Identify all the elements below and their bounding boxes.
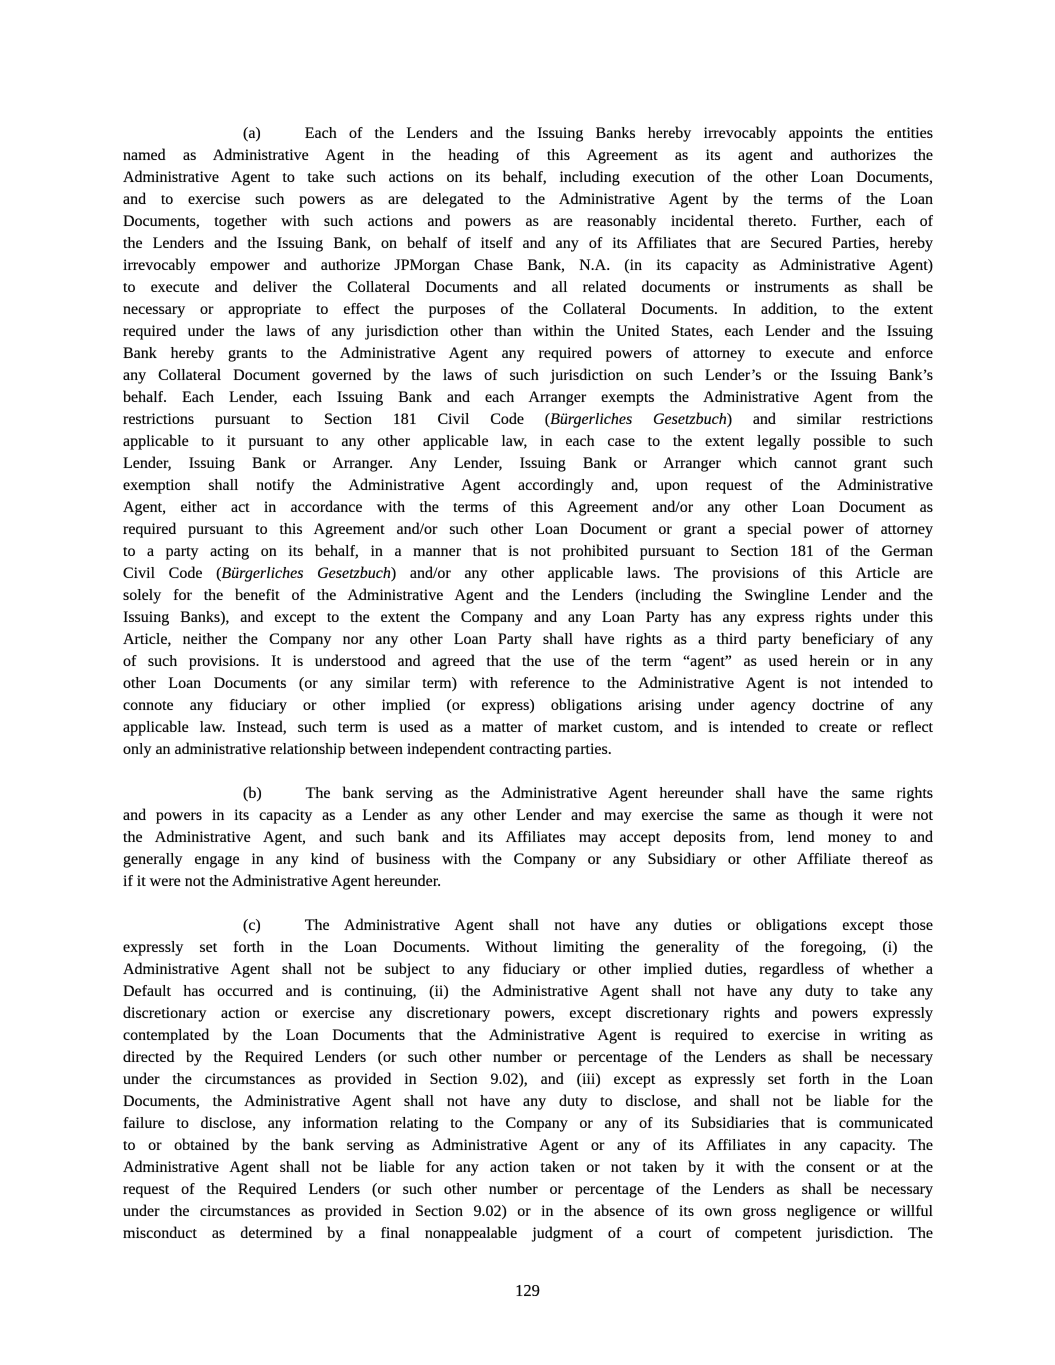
text-line [123, 739, 933, 761]
text-run: The bank serving as the Administrative Agent hereunder shall have the same rights [305, 785, 933, 802]
text-run: other Loan Documents (or any similar term) with reference to the Administrative Agent is not intended to [123, 675, 933, 692]
text-run: required under the laws of any jurisdiction other than within the United States, each Lender and the Issuing [123, 323, 933, 340]
text-run: irrevocably empower and authorize JPMorgan Chase Bank, N.A. (in its capacity as Administrative Agent) [123, 257, 933, 274]
text-line [123, 717, 933, 739]
text-line [123, 1025, 933, 1047]
text-run: and to exercise such powers as are delegated to the Administrative Agent by the terms of the Loan [123, 191, 933, 208]
text-run: Civil Code ( [123, 565, 222, 582]
text-line [123, 805, 933, 827]
text-line [123, 145, 933, 167]
text-line [123, 277, 933, 299]
text-run: Default has occurred and is continuing, (ii) the Administrative Agent shall not have any duty to take any [123, 983, 933, 1000]
text-run: exemption shall notify the Administrative Agent accordingly and, upon request of the Administrative [123, 477, 933, 494]
text-run: The Administrative Agent shall not have any duties or obligations except those [304, 917, 933, 934]
text-run: solely for the benefit of the Administrative Agent and the Lenders (including the Swingline Lender and the [123, 587, 933, 604]
text-run: of such provisions. It is understood and agreed that the use of the term “agent” as used herein or in any [123, 653, 933, 670]
text-line [123, 365, 933, 387]
text-run: necessary or appropriate to effect the purposes of the Collateral Documents. In addition, to the extent [123, 301, 933, 318]
text-line [123, 1003, 933, 1025]
text-line [123, 1113, 933, 1135]
text-line [123, 783, 933, 805]
text-line [123, 1179, 933, 1201]
text-run: the Lenders and the Issuing Bank, on behalf of itself and any of its Affiliates that are Secured Parties, hereby [123, 235, 933, 252]
text-line [123, 255, 933, 277]
text-run: Lender, Issuing Bank or Arranger. Any Lender, Issuing Bank or Arranger which cannot grant such [123, 455, 933, 472]
text-line [123, 1069, 933, 1091]
text-line [123, 519, 933, 541]
document-body [123, 123, 933, 1267]
text-run: Administrative Agent shall not be subject to any fiduciary or other implied duties, regardless of whether a [123, 961, 933, 978]
paragraph-label: (b) [243, 785, 262, 802]
text-line [123, 1047, 933, 1069]
paragraph-label: (c) [243, 917, 261, 934]
text-line [123, 431, 933, 453]
text-line [123, 1201, 933, 1223]
text-run: Documents, the Administrative Agent shall not have any duty to disclose, and shall not be liable for the [123, 1093, 933, 1110]
text-line [123, 475, 933, 497]
text-line [123, 387, 933, 409]
text-line [123, 827, 933, 849]
text-line [123, 937, 933, 959]
text-run: Administrative Agent to take such actions on its behalf, including execution of the other Loan Documents, [123, 169, 933, 186]
italic-text: Bürgerliches Gesetzbuch [550, 411, 727, 428]
text-run: named as Administrative Agent in the heading of this Agreement as its agent and authorizes the [123, 147, 933, 164]
text-line [123, 695, 933, 717]
text-run: connote any fiduciary or other implied (or express) obligations arising under agency doctrine of any [123, 697, 933, 714]
text-line [123, 871, 933, 893]
paragraph-label: (a) [243, 125, 261, 142]
text-run: Issuing Banks), and except to the extent the Company and any Loan Party has any express rights under this [123, 609, 933, 626]
text-line [123, 123, 933, 145]
text-run: required pursuant to this Agreement and/or such other Loan Document or grant a special power of attorney [123, 521, 933, 538]
text-run: request of the Required Lenders (or such other number or percentage of the Lenders as shall be necessary [123, 1181, 933, 1198]
text-run: ) and/or any other applicable laws. The provisions of this Article are [390, 565, 934, 582]
text-run: Each of the Lenders and the Issuing Banks hereby irrevocably appoints the entities [304, 125, 933, 142]
text-line [123, 585, 933, 607]
text-run: only an administrative relationship between independent contracting parties. [123, 741, 612, 758]
text-run: Article, neither the Company nor any other Loan Party shall have rights as a third party beneficiary of any [123, 631, 933, 648]
text-run: under the circumstances as provided in Section 9.02) or in the absence of its own gross negligence or willful [123, 1203, 933, 1220]
paragraph-a [123, 123, 933, 761]
italic-text: Bürgerliches Gesetzbuch [221, 565, 391, 582]
text-run: to a party acting on its behalf, in a manner that is not prohibited pursuant to Section 181 of the German [123, 543, 933, 560]
text-run: failure to disclose, any information relating to the Company or any of its Subsidiaries that is communicated [123, 1115, 933, 1132]
text-run: Agent, either act in accordance with the terms of this Agreement and/or any other Loan Document as [123, 499, 933, 516]
text-run: under the circumstances as provided in Section 9.02), and (iii) except as expressly set forth in the Loan [123, 1071, 933, 1088]
text-run: any Collateral Document governed by the laws of such jurisdiction on such Lender’s or the Issuing Bank’s [123, 367, 933, 384]
text-line [123, 849, 933, 871]
text-line [123, 607, 933, 629]
text-line [123, 541, 933, 563]
paragraph-c [123, 915, 933, 1245]
text-run: to or obtained by the bank serving as Administrative Agent or any of its Affiliates in any capacity. The [123, 1137, 933, 1154]
text-run: ) and similar restrictions [726, 411, 934, 428]
text-line [123, 299, 933, 321]
text-run: the Administrative Agent, and such bank and its Affiliates may accept deposits from, lend money to and [123, 829, 933, 846]
text-run: directed by the Required Lenders (or such other number or percentage of the Lenders as shall be necessary [123, 1049, 933, 1066]
text-line [123, 1223, 933, 1245]
text-line [123, 629, 933, 651]
text-run: Bank hereby grants to the Administrative Agent any required powers of attorney to execute and enforce [123, 345, 933, 362]
text-line [123, 1091, 933, 1113]
text-run: behalf. Each Lender, each Issuing Bank and each Arranger exempts the Administrative Agent from the [123, 389, 933, 406]
text-run: Documents, together with such actions and powers as are reasonably incidental thereto. Further, each of [123, 213, 933, 230]
text-run: Administrative Agent shall not be liable for any action taken or not taken by it with the consent or at the [123, 1159, 933, 1176]
text-run: and powers in its capacity as a Lender as any other Lender and may exercise the same as though it were not [123, 807, 933, 824]
text-line [123, 651, 933, 673]
text-run: misconduct as determined by a final nonappealable judgment of a court of competent jurisdiction. The [123, 1225, 933, 1242]
text-run: applicable law. Instead, such term is used as a matter of market custom, and is intended to create or reflect [123, 719, 933, 736]
text-run: to execute and deliver the Collateral Documents and all related documents or instruments as shall be [123, 279, 933, 296]
page-number: 129 [515, 1281, 540, 1300]
text-line [123, 233, 933, 255]
text-line [123, 673, 933, 695]
text-line [123, 959, 933, 981]
text-line [123, 915, 933, 937]
text-run: if it were not the Administrative Agent hereunder. [123, 873, 442, 890]
text-line [123, 189, 933, 211]
text-run: expressly set forth in the Loan Documents. Without limiting the generality of the foregoing, (i) the [123, 939, 933, 956]
text-line [123, 453, 933, 475]
paragraph-b [123, 783, 933, 893]
text-line [123, 167, 933, 189]
text-run: restrictions pursuant to Section 181 Civil Code ( [123, 411, 551, 428]
text-line [123, 981, 933, 1003]
text-line [123, 497, 933, 519]
text-run: generally engage in any kind of business with the Company or any Subsidiary or other Affiliate thereof as [123, 851, 933, 868]
text-line [123, 563, 933, 585]
text-line [123, 1157, 933, 1179]
text-run: discretionary action or exercise any discretionary powers, except discretionary rights and powers expressly [123, 1005, 933, 1022]
text-line [123, 409, 933, 431]
text-run: applicable to it pursuant to any other applicable law, in each case to the extent legally possible to such [123, 433, 933, 450]
text-line [123, 211, 933, 233]
text-line [123, 343, 933, 365]
text-line [123, 1135, 933, 1157]
text-run: contemplated by the Loan Documents that the Administrative Agent is required to exercise in writing as [123, 1027, 933, 1044]
text-line [123, 321, 933, 343]
